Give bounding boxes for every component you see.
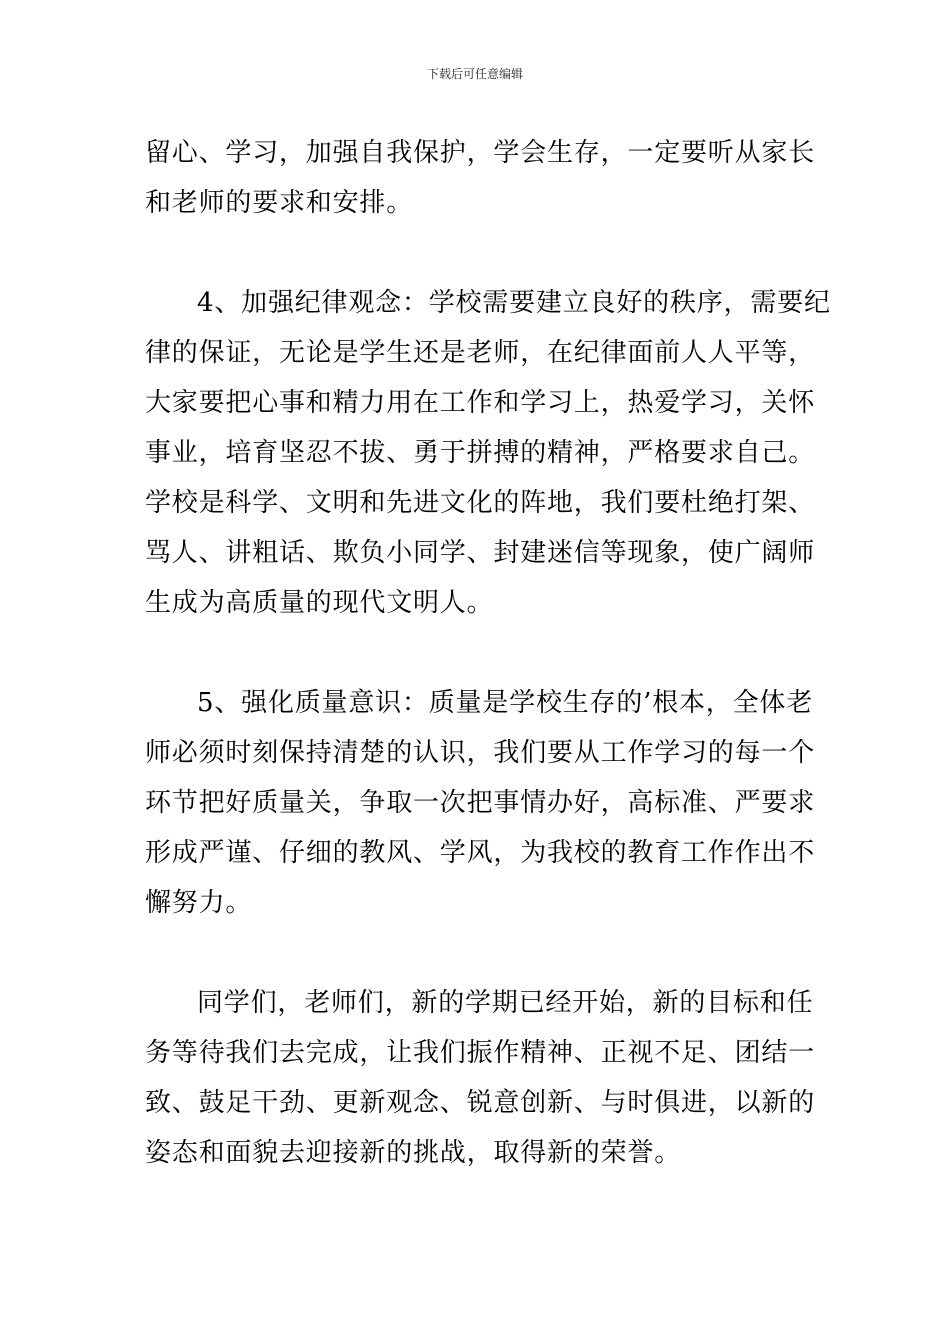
text-line: 骂人、讲粗话、欺负小同学、封建迷信等现象，使广阔师 — [145, 538, 816, 568]
text-line: 留心、学习，加强自我保护，学会生存，一定要听从家长 — [145, 138, 816, 168]
document-body — [145, 128, 831, 1178]
text-line: 同学们，老师们，新的学期已经开始，新的目标和任 — [197, 988, 814, 1018]
text-line: 师必须时刻保持清楚的认识，我们要从工作学习的每一个 — [145, 738, 816, 768]
text-line: 律的保证，无论是学生还是老师，在纪律面前人人平等， — [145, 338, 816, 368]
paragraph-closing — [145, 978, 816, 1178]
paragraph-continuation — [145, 128, 816, 228]
paragraph-discipline — [145, 278, 831, 628]
text-line: 学校是科学、文明和先进文化的阵地，我们要杜绝打架、 — [145, 488, 816, 518]
text-line: 懈努力。 — [145, 888, 253, 918]
paragraph-quality — [145, 678, 816, 928]
text-line: 5、强化质量意识：质量是学校生存的’根本，全体老 — [197, 688, 814, 718]
text-line: 生成为高质量的现代文明人。 — [145, 588, 494, 618]
text-line: 环节把好质量关，争取一次把事情办好，高标准、严要求 — [145, 788, 816, 818]
page-header: 下载后可任意编辑 — [426, 67, 523, 81]
text-line: 务等待我们去完成，让我们振作精神、正视不足、团结一 — [145, 1038, 816, 1068]
text-line: 姿态和面貌去迎接新的挑战，取得新的荣誉。 — [145, 1138, 682, 1168]
text-line: 4、加强纪律观念：学校需要建立良好的秩序，需要纪 — [197, 288, 831, 318]
text-line: 致、鼓足干劲、更新观念、锐意创新、与时俱进，以新的 — [145, 1088, 816, 1118]
text-line: 大家要把心事和精力用在工作和学习上，热爱学习，关怀 — [145, 388, 816, 418]
text-line: 事业，培育坚忍不拔、勇于拼搏的精神，严格要求自己。 — [145, 438, 816, 468]
text-line: 形成严谨、仔细的教风、学风，为我校的教育工作作出不 — [145, 838, 816, 868]
text-line: 和老师的要求和安排。 — [145, 188, 414, 218]
